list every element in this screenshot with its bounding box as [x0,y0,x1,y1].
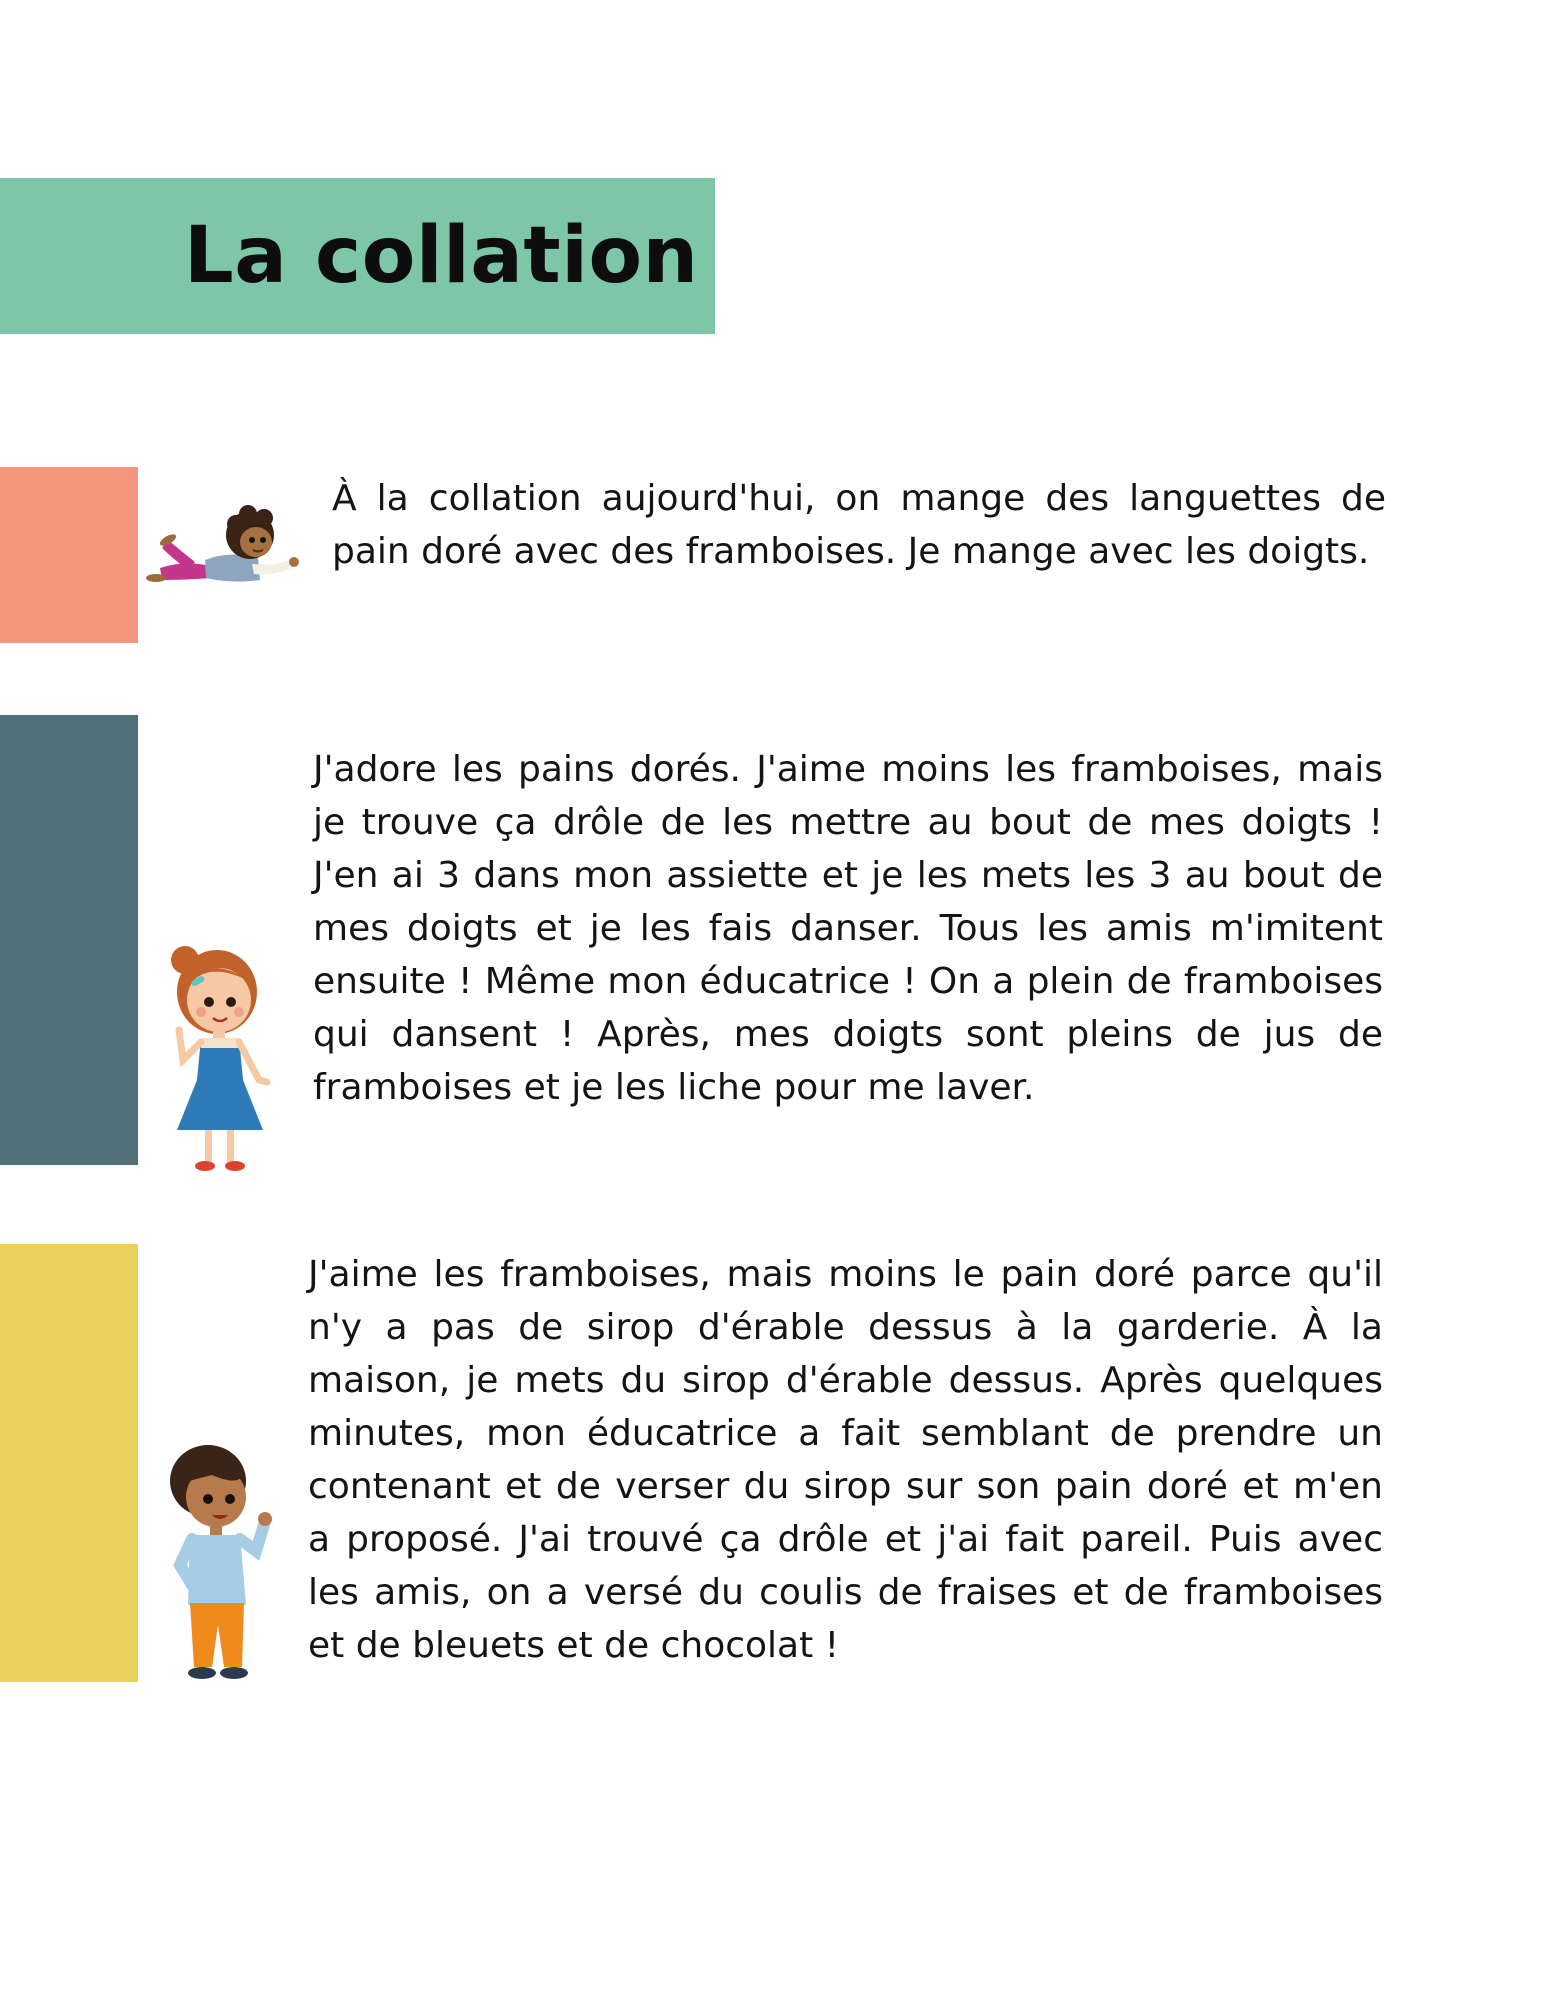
page-title: La collation [184,211,699,301]
girl-standing-illustration [155,930,285,1175]
child-crawling-illustration [140,490,310,600]
accent-bar-salmon [0,467,138,643]
boy-pointing-illustration [152,1435,282,1685]
accent-bar-slate [0,715,138,1165]
accent-bar-yellow [0,1244,138,1682]
story-paragraph-3: J'aime les framboises, mais moins le pain doré parce qu'il n'y a pas de sirop d'érable dessus à la garderie. À la maison, je mets du sirop d'érable dessus. Après quelques minutes, mon éducatrice a fait semblant de prendre un contenant et de verser du sirop sur son pain doré et m'en a proposé. J'ai trouvé ça drôle et j'ai fait pareil. Puis avec les amis, on a versé du coulis de fraises et de framboises et de bleuets et de chocolat ! [308,1254,1383,1666]
story-paragraph-2: J'adore les pains dorés. J'aime moins les framboises, mais je trouve ça drôle de les mettre au bout de mes doigts ! J'en ai 3 dans mon assiette et je les mets les 3 au bout de mes doigts et je les fais danser. Tous les amis m'imitent ensuite ! Même mon éducatrice ! On a plein de framboises qui dansent ! Après, mes doigts sont pleins de jus de framboises et je les liche pour me laver. [313,749,1383,1108]
story-paragraph-1: À la collation aujourd'hui, on mange des languettes de pain doré avec des framboises. Je mange avec les doigts. [332,478,1386,572]
